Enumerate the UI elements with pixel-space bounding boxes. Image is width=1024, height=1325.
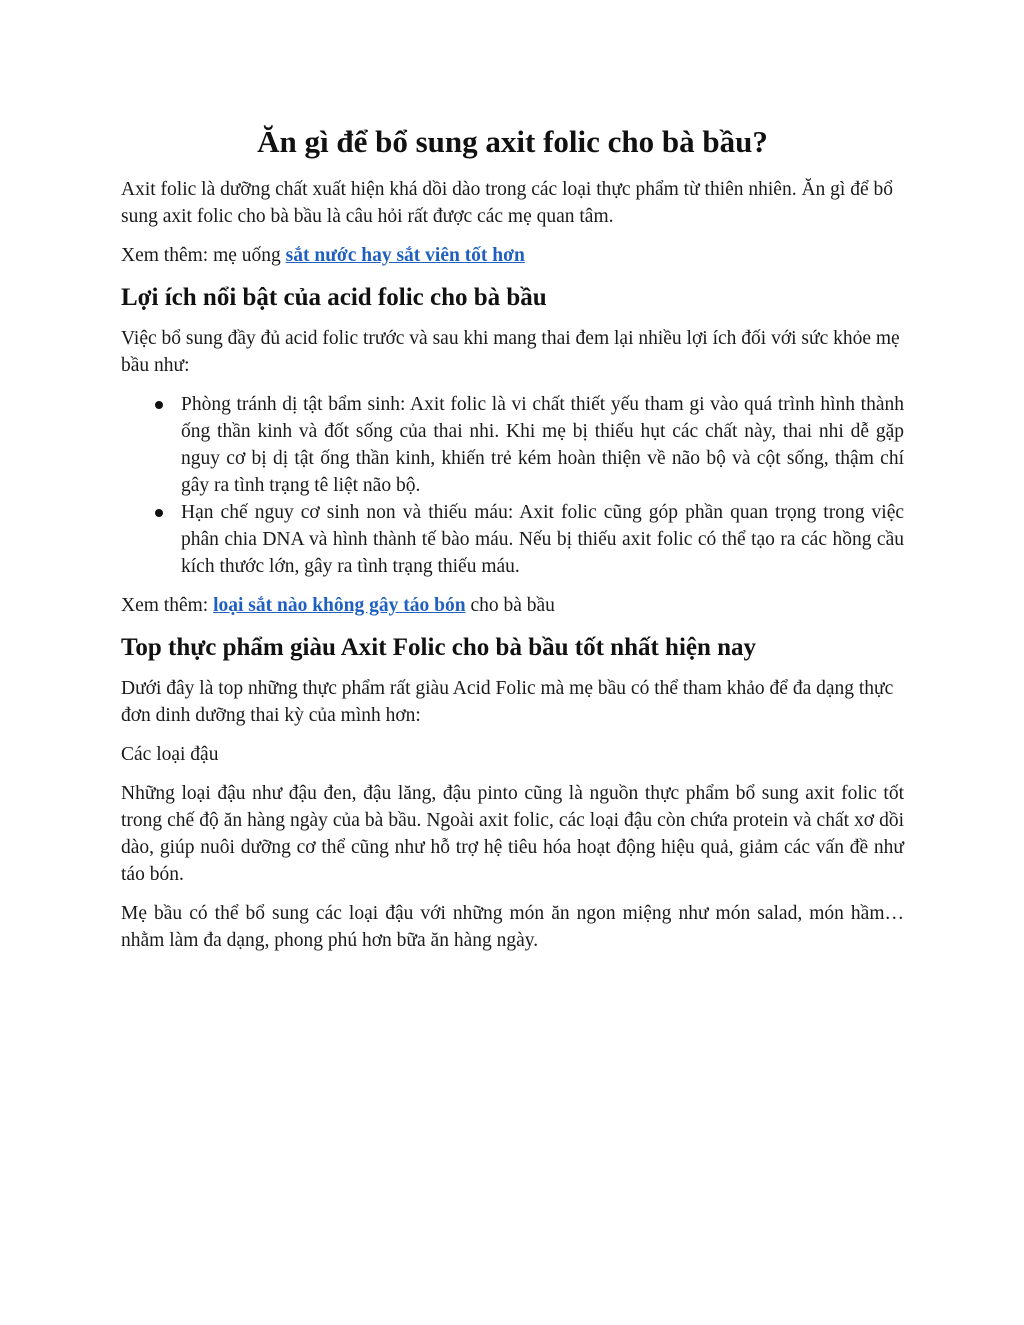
see-also-paragraph-1 bbox=[121, 242, 904, 269]
subheading-beans: Các loại đậu bbox=[121, 744, 219, 765]
list-item-text: Hạn chế nguy cơ sinh non và thiếu máu: Axit folic cũng góp phần quan trọng trong việc phân chia DNA và hình thành tế bào máu. Nếu bị thiếu axit folic có thể tạo ra các hồng cầu kích thước lớn, gây ra tình trạng thiếu máu. bbox=[181, 502, 904, 577]
bullet-icon bbox=[155, 401, 163, 409]
beans-paragraph: Những loại đậu như đậu đen, đậu lăng, đậu pinto cũng là nguồn thực phẩm bổ sung axit folic tốt trong chế độ ăn hàng ngày của bà bầu. Ngoài axit folic, các loại đậu còn chứa protein và chất xơ dồi dào, giúp nuôi dưỡng cơ thể cũng như hỗ trợ hệ tiêu hóa hoạt động hiệu quả, giảm các vấn đề như táo bón. bbox=[121, 783, 904, 885]
document-page bbox=[121, 118, 904, 966]
section-heading-benefits: Lợi ích nổi bật của acid folic cho bà bầu bbox=[121, 284, 547, 311]
see-also-prefix: Xem thêm: mẹ uống bbox=[121, 245, 286, 266]
section-heading-top-foods: Top thực phẩm giàu Axit Folic cho bà bầu tốt nhất hiện nay bbox=[121, 634, 757, 661]
see-also-suffix: cho bà bầu bbox=[465, 595, 555, 616]
list-item bbox=[181, 391, 904, 499]
see-also-paragraph-2 bbox=[121, 592, 904, 619]
link-iron-liquid-vs-tablet[interactable]: sắt nước hay sắt viên tốt hơn bbox=[285, 245, 525, 266]
bullet-icon bbox=[155, 509, 163, 517]
see-also-prefix: Xem thêm: bbox=[121, 595, 214, 616]
top-foods-intro-paragraph: Dưới đây là top những thực phẩm rất giàu Acid Folic mà mẹ bầu có thể tham khảo để đa dạng thực đơn dinh dưỡng thai kỳ của mình hơn: bbox=[121, 678, 894, 726]
list-item-text: Phòng tránh dị tật bẩm sinh: Axit folic là vi chất thiết yếu tham gi vào quá trình hình thành ống thần kinh và đốt sống của thai nhi. Khi mẹ bị thiếu hụt các chất này, thai nhi dễ gặp nguy cơ bị dị tật ống thần kinh, khiến trẻ kém hoàn thiện về não bộ và cột sống, thậm chí gây ra tình trạng tê liệt não bộ. bbox=[181, 394, 904, 496]
link-iron-no-constipation[interactable]: loại sắt nào không gây táo bón bbox=[213, 595, 466, 616]
benefits-intro-paragraph: Việc bổ sung đầy đủ acid folic trước và sau khi mang thai đem lại nhiều lợi ích đối với sức khỏe mẹ bầu như: bbox=[121, 328, 900, 376]
intro-paragraph: Axit folic là dưỡng chất xuất hiện khá dồi dào trong các loại thực phẩm từ thiên nhiên. Ăn gì để bổ sung axit folic cho bà bầu là câu hỏi rất được các mẹ quan tâm. bbox=[121, 179, 893, 227]
document-title: Ăn gì để bổ sung axit folic cho bà bầu? bbox=[257, 124, 768, 159]
list-item bbox=[181, 499, 904, 580]
benefits-list bbox=[121, 391, 904, 580]
beans-dishes-paragraph: Mẹ bầu có thể bổ sung các loại đậu với những món ăn ngon miệng như món salad, món hầm… nhằm làm đa dạng, phong phú hơn bữa ăn hàng ngày. bbox=[121, 903, 904, 951]
